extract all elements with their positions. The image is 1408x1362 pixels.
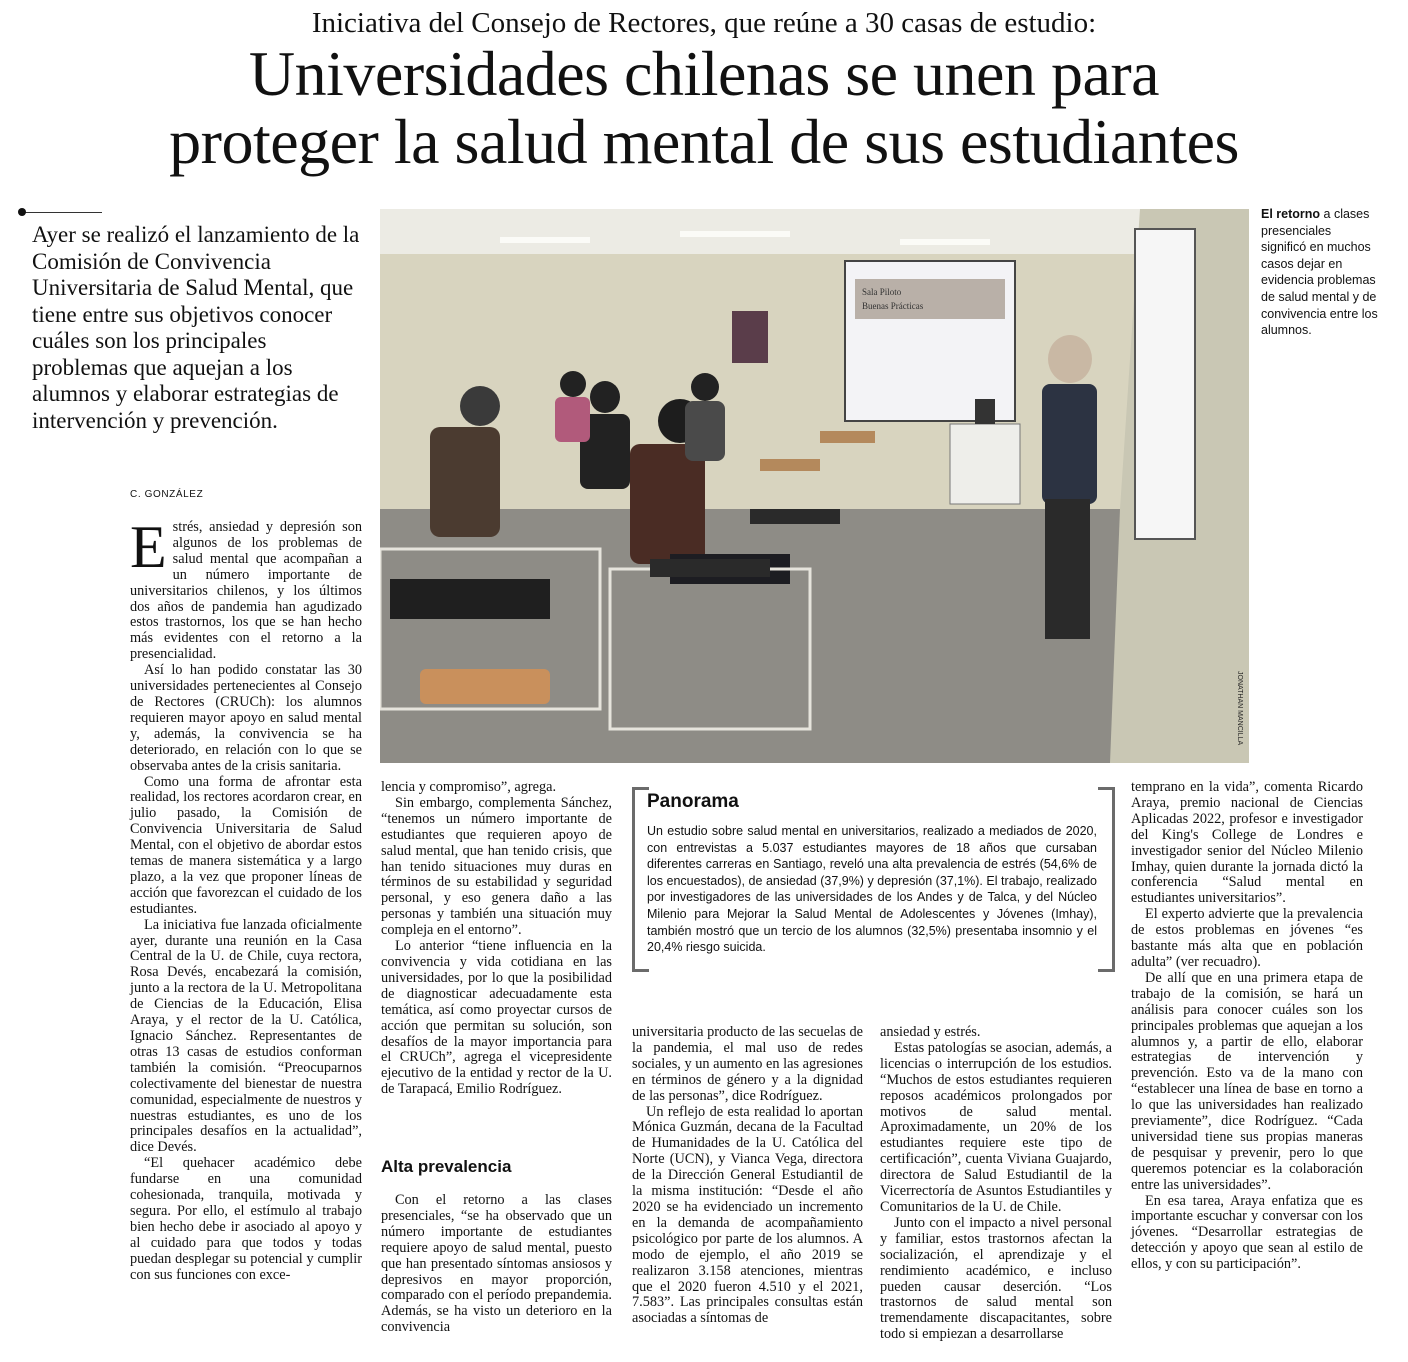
photo-caption — [1261, 206, 1379, 339]
paragraph: lencia y compromiso”, agrega. — [381, 779, 557, 795]
paragraph: Sin embargo, complementa Sánchez, “tenemos un número importante de estudiantes que requieren apoyo de salud mental, que han tenido crisis, que han tenido situaciones muy duras en términos de su estabilidad y seguridad personal, y eso genera daño a las personas y también una situación muy compleja en el entorno”. — [381, 794, 612, 939]
paragraph: universitaria producto de las secuelas de la pandemia, el mal uso de redes sociales, y un aumento en las agresiones en términos de género y a la dignidad de las personas”, dice Rodríguez. — [632, 1024, 863, 1104]
paragraph: ansiedad y estrés. — [880, 1024, 981, 1040]
panorama-text: Un estudio sobre salud mental en universitarios, realizado a mediados de 2020, con entrevistas a 5.037 estudiantes mayores de 18 años que cursaban diferentes carreras en Santiago, reveló una alta prevalencia de estrés (54,6% de los encuestados), de ansiedad (37,9%) y depresión (37,1%). El trabajo, realizado por investigadores de las universidades de los Andes y de Talca, y del Núcleo Milenio para Mejorar la Salud Mental de Adolescentes y Jóvenes (Imhay), también mostró que un tercio de los alumnos (32,5%) presentaba insomnio y el 20,4% riesgo suicida. — [647, 824, 1097, 955]
paragraph: De allí que en una primera etapa de trabajo de la comisión, se hará un análisis para conocer cuáles son los principales problemas que aquejan a los alumnos y, a partir de ello, elaborar estrategias de intervención y prevención. Esto va de la mano con “establecer una línea de base en torno a lo que las universidades han realizado previamente”, dice Rodríguez. “Cada universidad tiene sus propias maneras de pesquisar y prevenir, pero lo que queremos potenciar es la colaboración entre las universidades”. — [1131, 969, 1363, 1193]
paragraph: Estrés, ansiedad y depresión son algunos de los problemas de salud mental que acompañan a un número importante de universitarios chilenos, y los últimos dos años de pandemia han agudizado estos trastornos, los que se han hecho más evidentes con el retorno a la presencialidad. — [130, 514, 362, 663]
kicker: Iniciativa del Consejo de Rectores, que reúne a 30 casas de estudio: — [311, 7, 1097, 39]
headline-line-2: proteger la salud mental de sus estudiantes — [169, 106, 1239, 177]
panorama-title: Panorama — [647, 791, 739, 812]
caption-lead: El retorno — [1261, 207, 1321, 221]
paragraph: Lo anterior “tiene influencia en la convivencia y vida cotidiana en las universidades, por lo que la posibilidad de diagnosticar adecuadamente esta temática, así como proyectar cursos de acción que permitan su solución, son desafíos de la mayor importancia para el CRUCh”, agrega el vicepresidente ejecutivo de la entidad y rector de la U. de Tarapacá, Emilio Rodríguez. — [381, 938, 612, 1098]
body-column-1 — [130, 514, 362, 1284]
body-column-2 — [381, 780, 612, 1098]
classroom-photo — [380, 209, 1249, 763]
divider — [20, 212, 102, 213]
paragraph: El experto advierte que la prevalencia de estos problemas en jóvenes “es bastante más alta que en población adulta” (ver recuadro). — [1131, 906, 1363, 970]
body-column-5 — [1131, 780, 1363, 1273]
paragraph: Junto con el impacto a nivel personal y familiar, estos trastornos afectan la socialización, el aprendizaje y el rendimiento académico, e incluso pueden causar deserción. “Los trastornos de salud mental son tremendamente discapacitantes, sobre todo si empiezan a desarrollarse — [880, 1214, 1112, 1343]
paragraph: temprano en la vida”, comenta Ricardo Araya, premio nacional de Ciencias Aplicadas 2022, profesor e investigador del King's College de Londres e investigador senior del Núcleo Milenio Imhay, quien durante la jornada dictó la conferencia “Salud mental en estudiantes universitarios”. — [1131, 779, 1363, 907]
lede: Ayer se realizó el lanzamiento de la Comisión de Convivencia Universitaria de Salud Mental, que tiene entre sus objetivos conocer cuáles son los principales problemas que aquejan a los alumnos y elaborar estrategias de intervención y prevención. — [32, 222, 360, 433]
body-column-3 — [632, 1025, 863, 1327]
headline — [0, 40, 1408, 176]
caption-text: a clases presenciales significó en muchos casos dejar en evidencia problemas de salud mental y de convivencia entre los alumnos. — [1261, 207, 1378, 338]
panel-bracket-right — [1098, 787, 1115, 972]
paragraph: “El quehacer académico debe fundarse en una comunidad cohesionada, tranquila, motivada y segura. Por ello, el estímulo al trabajo bien hecho debe ir asociado al apoyo y al cuidado para que todos y todas puedan desplegar su potencial y cumplir con sus funciones con exce- — [130, 1155, 362, 1283]
paragraph: Así lo han podido constatar las 30 universidades pertenecientes al Consejo de Rectores (CRUCh): los alumnos requieren mayor apoyo en salud mental y, además, la convivencia se ha deteriorado, en relación con lo que se observaba antes de la crisis sanitaria. — [130, 662, 362, 774]
slide-title: Sala Piloto — [862, 287, 902, 297]
subheading: Alta prevalencia — [381, 1157, 512, 1176]
classroom-illustration — [380, 209, 1249, 763]
slide-subtitle: Buenas Prácticas — [862, 301, 924, 311]
bullet-dot-icon — [18, 208, 26, 216]
paragraph: Como una forma de afrontar esta realidad, los rectores acordaron crear, en julio pasado, la Comisión de Convivencia Universitaria de Salud Mental, con el objetivo de abordar estos temas de manera sistemática y a largo plazo, a la vez que proponer líneas de acción que favorezcan el cuidado de los estudiantes. — [130, 773, 362, 917]
paragraph: Estas patologías se asocian, además, a licencias o interrupción de los estudios. “Muchos de estos estudiantes requieren reposos académicos prolongados por motivos de salud mental. Aproximadamente, un 20% de los estudiantes requiere este tipo de certificación”, cuenta Viviana Guajardo, directora de Salud Estudiantil de la Vicerrectoría de Asuntos Estudiantiles y Comunitarios de la U. de Chile. — [880, 1039, 1112, 1215]
paragraph: En esa tarea, Araya enfatiza que es importante escuchar y conversar con los jóvenes. “Desarrollar estrategias de detección y apoyo que sean al estilo de ellos, y con su participación”. — [1131, 1192, 1363, 1273]
paragraph: La iniciativa fue lanzada oficialmente ayer, durante una reunión en la Casa Central de la U. de Chile, cuya rectora, Rosa Devés, encabezará la comisión, junto a la rectora de la U. Metropolitana de Ciencias de la Educación, Elisa Araya, y el rector de la U. Católica, Ignacio Sánchez. Representantes de otras 13 casas de estudios conforman también la comisión. “Preocuparnos colectivamente del bienestar de nuestra comunidad, especialmente de nuestros y nuestras estudiantes, es uno de los principales desafíos en la actualidad”, dice Devés. — [130, 916, 362, 1156]
drop-cap: E — [130, 514, 167, 580]
photo-credit: JONATHAN MANCILLA — [1236, 671, 1243, 746]
headline-line-1: Universidades chilenas se unen para — [248, 38, 1160, 109]
body-column-4 — [880, 1025, 1112, 1343]
paragraph: Con el retorno a las clases presenciales, “se ha observado que un número importante de estudiantes requiere apoyo de salud mental, puesto que han presentado síntomas ansiosos y depresivos en mayor proporción, comparado con el período prepandemia. Además, se ha visto un deterioro en la convivencia — [381, 1192, 612, 1336]
paragraph: Un reflejo de esta realidad lo aportan Mónica Guzmán, decana de la Facultad de Humanidades de la U. Católica del Norte (UCN), y Vianca Vega, directora de la Dirección General Estudiantil de la misma institución: “Desde el año 2020 se ha evidenciado un incremento en la demanda de acompañamiento psicológico por parte de los alumnos. A modo de ejemplo, el año 2019 se realizaron 3.158 atenciones, mientras que el 2020 fueron 4.510 y el 2021, 7.583”. Las principales consultas están asociadas a síntomas de — [632, 1103, 863, 1327]
byline: C. GONZÁLEZ — [130, 489, 204, 500]
body-column-2-lower — [381, 1193, 612, 1336]
